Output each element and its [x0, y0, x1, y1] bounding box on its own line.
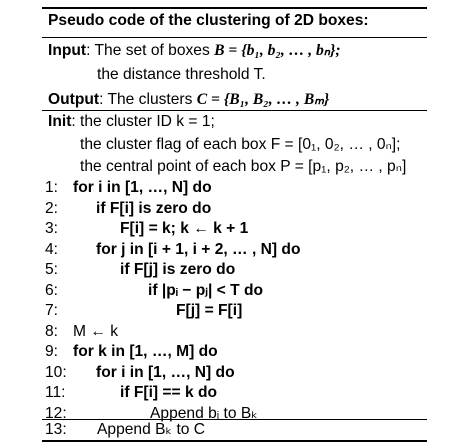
- step-number: 1:: [45, 179, 59, 196]
- step-number: 2:: [45, 200, 59, 217]
- output-text: : The clusters: [99, 91, 197, 108]
- step-number: 4:: [45, 241, 59, 258]
- step-text: Append bᵢ to Bₖ: [150, 405, 258, 422]
- step-line: [42, 178, 427, 198]
- step-line: [42, 301, 427, 321]
- step-line: [42, 260, 427, 280]
- output-line: [42, 90, 427, 110]
- pseudocode-title: [42, 11, 427, 31]
- init-text-3: the central point of each box P = [p₁, p₂, … , pₙ]: [80, 158, 407, 175]
- step-number: 7:: [45, 302, 59, 319]
- step-number: 6:: [45, 282, 59, 299]
- divider-output: [42, 110, 427, 111]
- step-line: [42, 383, 427, 403]
- step-text: for i in [1, …, N] do: [96, 364, 235, 381]
- output-label: Output: [48, 91, 100, 108]
- init-text-1: : the cluster ID k = 1;: [71, 113, 215, 130]
- step-text: if F[i] == k do: [120, 384, 218, 401]
- step-number: 3:: [45, 220, 59, 237]
- step-text: if F[i] is zero do: [96, 200, 212, 217]
- step-text: F[j] = F[i]: [176, 302, 243, 319]
- step-number: 8:: [45, 323, 59, 340]
- title-text: Pseudo code of the clustering of 2D boxes:: [48, 12, 369, 29]
- step-number: 13:: [45, 421, 67, 438]
- init-line-3: [42, 157, 427, 177]
- init-label: Init: [48, 113, 72, 130]
- init-text-2: the cluster flag of each box F = [0₁, 0₂, … , 0ₙ];: [80, 136, 401, 153]
- divider-title: [42, 37, 427, 38]
- init-line-1: [42, 112, 427, 132]
- input-row: [48, 41, 341, 61]
- step-number: 9:: [45, 343, 59, 360]
- step-number: 12:: [45, 405, 67, 422]
- step-line: [42, 281, 427, 301]
- input-line-1: [42, 41, 427, 61]
- init-row: [48, 112, 215, 132]
- input-threshold: the distance threshold T.: [97, 66, 266, 83]
- step-text: F[i] = k; k ← k + 1: [120, 220, 249, 237]
- step-text: for j in [i + 1, i + 2, … , N] do: [96, 241, 301, 258]
- step-text: if F[j] is zero do: [120, 261, 236, 278]
- output-row: [48, 90, 329, 110]
- step-number: 5:: [45, 261, 59, 278]
- step-line: [42, 219, 427, 239]
- step-text: M ← k: [73, 323, 119, 340]
- divider-bottom: [42, 419, 427, 420]
- input-line-2: [42, 65, 427, 85]
- step-line: [42, 420, 427, 440]
- input-label: Input: [48, 42, 87, 59]
- step-line: [42, 363, 427, 383]
- step-line: [42, 322, 427, 342]
- init-line-2: [42, 135, 427, 155]
- input-text: : The set of boxes: [86, 42, 215, 59]
- step-text: if |pᵢ − pⱼ| < T do: [148, 282, 264, 299]
- step-number: 10:: [45, 364, 67, 381]
- step-line: [42, 342, 427, 362]
- step-text: Append Bₖ to C: [97, 421, 206, 438]
- pseudocode-box: [42, 7, 427, 442]
- input-box-set: B = {b₁, b₂, … , bₙ};: [214, 42, 341, 59]
- step-text: for k in [1, …, M] do: [73, 343, 218, 360]
- step-line: [42, 240, 427, 260]
- step-number: 11:: [45, 384, 66, 401]
- step-text: for i in [1, …, N] do: [73, 179, 212, 196]
- step-line: [42, 199, 427, 219]
- output-cluster-set: C = {B₁, B₂, … , Bₘ}: [196, 91, 330, 108]
